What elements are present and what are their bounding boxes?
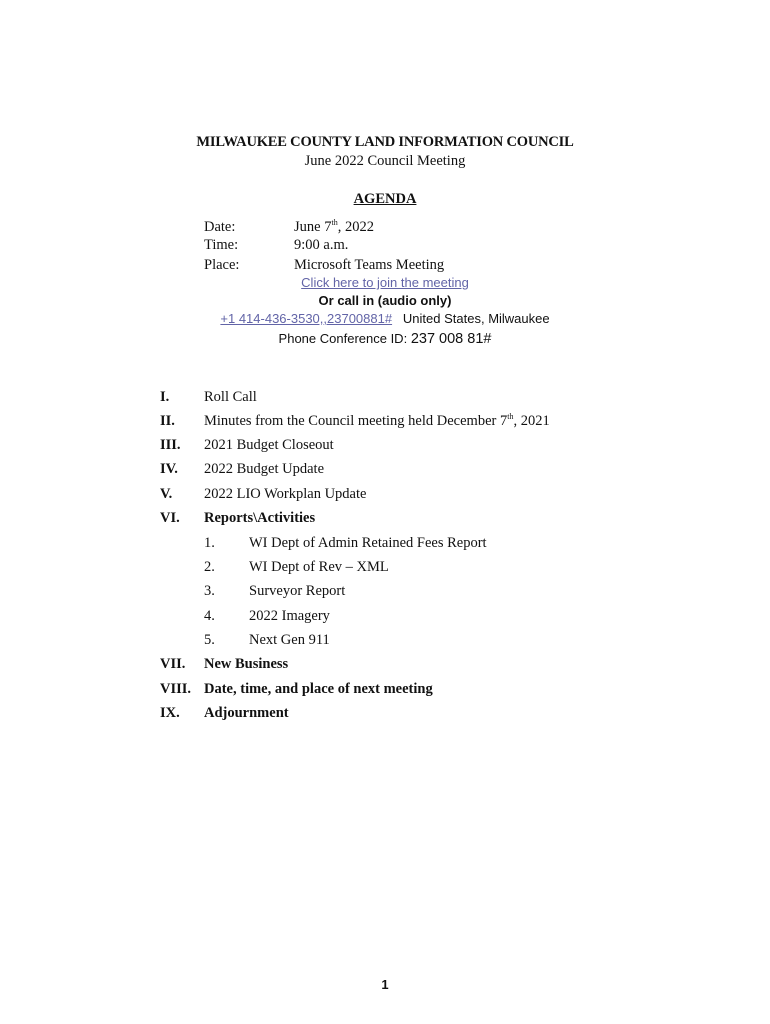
subitem-text: WI Dept of Admin Retained Fees Report bbox=[249, 535, 487, 551]
subitem-text: Next Gen 911 bbox=[249, 632, 330, 648]
date-text: June 7 bbox=[294, 219, 332, 235]
place-value: Microsoft Teams Meeting bbox=[294, 257, 445, 273]
agenda-item-number: VIII. bbox=[160, 681, 192, 697]
conference-id-label: Phone Conference ID: bbox=[278, 331, 408, 346]
phone-link[interactable]: +1 414-436-3530,,23700881# bbox=[220, 311, 393, 326]
agenda-item-text bbox=[204, 436, 334, 454]
agenda-item-number: III. bbox=[160, 437, 181, 453]
date-label: Date: bbox=[204, 219, 236, 235]
agenda-item-text bbox=[204, 655, 288, 673]
agenda-item-label: 2022 LIO Workplan Update bbox=[204, 486, 367, 502]
date-value bbox=[294, 218, 374, 236]
meeting-subtitle: June 2022 Council Meeting bbox=[304, 153, 466, 169]
subitem-number: 1. bbox=[204, 535, 215, 551]
agenda-item-number: V. bbox=[160, 486, 173, 502]
date-year: , 2022 bbox=[337, 219, 374, 235]
call-in-heading: Or call in (audio only) bbox=[318, 293, 452, 308]
agenda-item-label: New Business bbox=[204, 656, 289, 672]
agenda-item-number: IX. bbox=[160, 705, 180, 721]
agenda-item-label: 2022 Budget Update bbox=[204, 461, 325, 477]
agenda-item-label: Adjournment bbox=[204, 705, 289, 721]
subitem-number: 3. bbox=[204, 583, 215, 599]
subitem-number: 4. bbox=[204, 608, 215, 624]
time-value: 9:00 a.m. bbox=[294, 237, 349, 253]
agenda-item-text bbox=[204, 680, 433, 698]
agenda-item-text bbox=[204, 485, 366, 503]
join-meeting-link[interactable]: Click here to join the meeting bbox=[301, 275, 469, 290]
agenda-item-number: VII. bbox=[160, 656, 186, 672]
agenda-item-text bbox=[204, 704, 289, 722]
agenda-item-label: Date, time, and place of next meeting bbox=[204, 681, 433, 697]
subitem-text: WI Dept of Rev – XML bbox=[249, 559, 389, 575]
subitem-number: 2. bbox=[204, 559, 215, 575]
agenda-item-text bbox=[204, 509, 315, 527]
phone-location: United States, Milwaukee bbox=[402, 311, 550, 326]
agenda-item-number: I. bbox=[160, 389, 170, 405]
agenda-item-text bbox=[204, 460, 324, 478]
agenda-item-number: VI. bbox=[160, 510, 180, 526]
agenda-title: AGENDA bbox=[353, 191, 417, 207]
place-label: Place: bbox=[204, 257, 240, 273]
subitem-text: Surveyor Report bbox=[249, 583, 346, 599]
subitem-text: 2022 Imagery bbox=[249, 608, 330, 624]
conference-id: 237 008 81# bbox=[410, 331, 492, 347]
agenda-item-text bbox=[204, 412, 550, 430]
agenda-item-label: 2021 Budget Closeout bbox=[204, 437, 334, 453]
agenda-item-label: Reports\Activities bbox=[204, 510, 316, 526]
page-number: 1 bbox=[381, 977, 389, 992]
agenda-item-text bbox=[204, 388, 257, 406]
time-label: Time: bbox=[204, 237, 239, 253]
agenda-item-label: Minutes from the Council meeting held December 7 bbox=[204, 413, 508, 429]
agenda-item-label: Roll Call bbox=[204, 389, 257, 405]
agenda-item-number: IV. bbox=[160, 461, 178, 477]
agenda-item-sup: th bbox=[507, 412, 514, 421]
agenda-item-number: II. bbox=[160, 413, 175, 429]
date-sup: th bbox=[331, 218, 338, 227]
agenda-item-post: , 2021 bbox=[513, 413, 550, 429]
organization-title: MILWAUKEE COUNTY LAND INFORMATION COUNCIL bbox=[196, 134, 574, 150]
subitem-number: 5. bbox=[204, 632, 215, 648]
